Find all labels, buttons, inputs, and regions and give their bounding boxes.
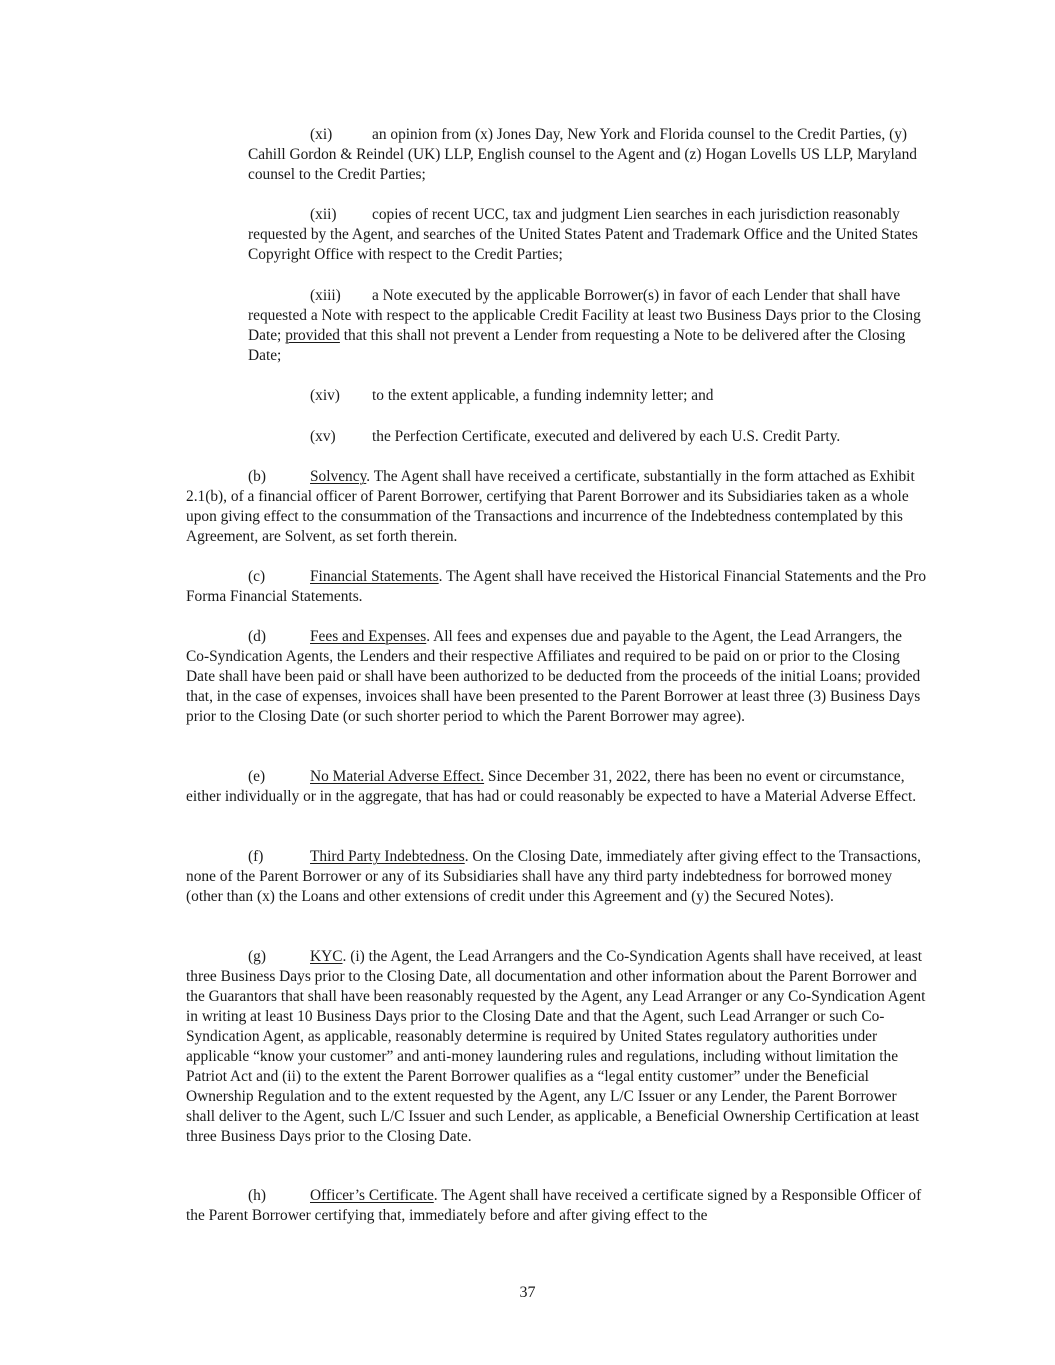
item-text: to the extent applicable, a funding indemnity letter; and <box>372 387 714 404</box>
item-text: copies of recent UCC, tax and judgment Lien searches in each jurisdiction reasonably requested by the Agent, and searches of the United States Patent and Trademark Office and the United States Copyright Office with respect to the Credit Parties; <box>248 206 918 263</box>
section-number: (h) <box>248 1187 266 1204</box>
section-text: . The Agent shall have received a certificate, substantially in the form attached as Exhibit 2.1(b), of a financial officer of Parent Borrower, certifying that Parent Borrower and its Subsidiaries taken as a whole upon giving effect to the consummation of the Transactions and incurrence of the Indebtedness contemplated by this Agreement, are Solvent, as set forth therein. <box>186 468 915 545</box>
sub-item-xiv <box>248 386 928 406</box>
sub-item-xi <box>248 125 928 185</box>
section-text: Since December 31, 2022, there has been no event or circumstance, either individually or in the aggregate, that has had or could reasonably be expected to have a Material Adverse Effect. <box>186 768 917 805</box>
item-number: (xiii) <box>310 287 341 304</box>
section-d-fees-and-expenses <box>186 627 928 727</box>
section-h-officers-certificate <box>186 1186 928 1226</box>
provided-term: provided <box>285 327 340 344</box>
section-g-kyc <box>186 947 928 1147</box>
item-text: the Perfection Certificate, executed and delivered by each U.S. Credit Party. <box>372 428 841 445</box>
section-heading: KYC <box>310 948 343 965</box>
section-number: (g) <box>248 948 266 965</box>
section-number: (b) <box>248 468 266 485</box>
item-text: that this shall not prevent a Lender from requesting a Note to be delivered after the Closing Date; <box>248 327 906 364</box>
page-number: 37 <box>519 1284 536 1301</box>
sub-item-xv <box>248 427 928 447</box>
section-f-third-party-indebtedness <box>186 847 928 907</box>
item-number: (xi) <box>310 126 333 143</box>
sub-item-xiii <box>248 286 928 366</box>
item-number: (xiv) <box>310 387 340 404</box>
item-number: (xii) <box>310 206 337 223</box>
item-text: a Note executed by the applicable Borrower(s) in favor of each Lender that shall have requested a Note with respect to the applicable Credit Facility at least two Business Days prior to the Closing Date; <box>248 287 921 344</box>
section-text: . The Agent shall have received a certificate signed by a Responsible Officer of the Parent Borrower certifying that, immediately before and after giving effect to the <box>186 1187 922 1224</box>
section-heading: Officer’s Certificate <box>310 1187 434 1204</box>
section-number: (c) <box>248 568 266 585</box>
section-c-financial-statements <box>186 567 928 607</box>
section-heading: Fees and Expenses <box>310 628 427 645</box>
section-number: (d) <box>248 628 266 645</box>
item-text: an opinion from (x) Jones Day, New York and Florida counsel to the Credit Parties, (y) Cahill Gordon & Reindel (UK) LLP, English counsel to the Agent and (z) Hogan Lovells US LLP, Maryland counsel to the Credit Parties; <box>248 126 917 183</box>
section-heading: Financial Statements <box>310 568 439 585</box>
section-b-solvency <box>186 467 928 547</box>
section-text: . (i) the Agent, the Lead Arrangers and the Co-Syndication Agents shall have received, at least three Business Days prior to the Closing Date, all documentation and other information about the Parent Borrower and the Guarantors that shall have been reasonably requested by the Agent, any Lead Arranger or any Co-Syndication Agent in writing at least 10 Business Days prior to the Closing Date and that the Agent, such Lead Arranger or such Co-Syndication Agent, as applicable, reasonably determine is required by United States regulatory authorities under applicable “know your customer” and anti-money laundering rules and regulations, including without limitation the Patriot Act and (ii) to the extent the Parent Borrower qualifies as a “legal entity customer” under the Beneficial Ownership Regulation and to the extent requested by the Agent, any L/C Issuer or any Lender, the Parent Borrower shall deliver to the Agent, such L/C Issuer and such Lender, as applicable, a Beneficial Ownership Certification at least three Business Days prior to the Closing Date. <box>186 948 926 1145</box>
section-number: (e) <box>248 768 266 785</box>
section-text: . On the Closing Date, immediately after giving effect to the Transactions, none of the Parent Borrower or any of its Subsidiaries shall have any third party indebtedness for borrowed money (other than (x) the Loans and other extensions of credit under this Agreement and (y) the Secured Notes). <box>186 848 921 905</box>
section-heading: Third Party Indebtedness <box>310 848 465 865</box>
section-text: . The Agent shall have received the Historical Financial Statements and the Pro Forma Financial Statements. <box>186 568 927 605</box>
item-number: (xv) <box>310 428 336 445</box>
section-heading: No Material Adverse Effect. <box>310 768 485 785</box>
section-e-no-material-adverse-effect <box>186 767 928 807</box>
section-heading: Solvency <box>310 468 367 485</box>
section-text: . All fees and expenses due and payable to the Agent, the Lead Arrangers, the Co-Syndication Agents, the Lenders and their respective Affiliates and required to be paid on or prior to the Closing Date shall have been paid or shall have been authorized to be deducted from the proceeds of the initial Loans; provided that, in the case of expenses, invoices shall have been presented to the Parent Borrower at least three (3) Business Days prior to the Closing Date (or such shorter period to which the Parent Borrower may agree). <box>186 628 921 725</box>
section-number: (f) <box>248 848 264 865</box>
sub-item-xii <box>248 205 928 265</box>
